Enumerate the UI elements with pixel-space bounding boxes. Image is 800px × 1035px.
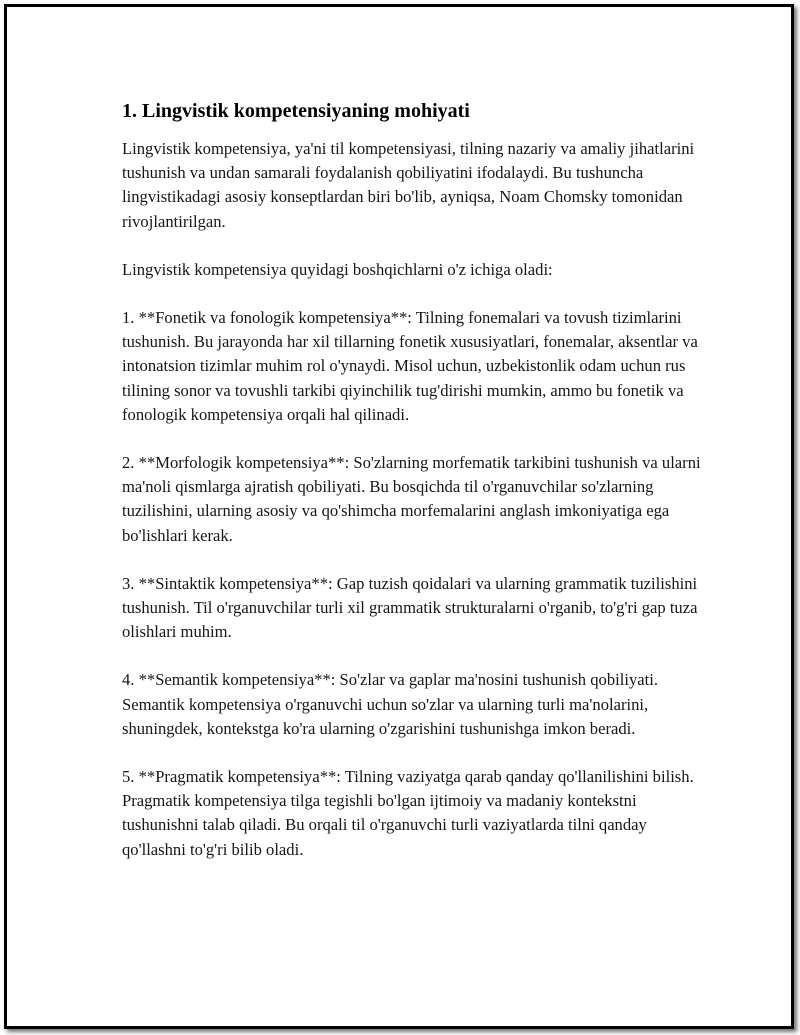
- semantic-competence-paragraph: 4. **Semantik kompetensiya**: So'zlar va gaplar ma'nosini tushunish qobiliyati. Semantik kompetensiya o'rganuvchi uchun so'zlar va ularning turli ma'nolarini, shuningdek, kontekstga ko'ra ularning o'zgarishini tushunishga imkon beradi.: [122, 670, 658, 738]
- intro-paragraph: Lingvistik kompetensiya, ya'ni til kompetensiyasi, tilning nazariy va amaliy jihatlarini tushunish va undan samarali foydalanish qobiliyatini ifodalaydi. Bu tushuncha lingvistikadagi asosiy konseptlardan biri bo'lib, ayniqsa, Noam Chomsky tomonidan rivojlantirilgan.: [122, 139, 695, 231]
- pragmatic-competence-paragraph: 5. **Pragmatik kompetensiya**: Tilning vaziyatga qarab qanday qo'llanilishini bilish. Pragmatik kompetensiya tilga tegishli bo'lgan ijtimoiy va madaniy kontekstni tushunishni talab qiladi. Bu orqali til o'rganuvchi turli vaziyatlarda tilni qanday qo'llashni to'g'ri bilib oladi.: [122, 767, 694, 859]
- section-heading: 1. Lingvistik kompetensiyaning mohiyati: [122, 100, 470, 122]
- document-page: [4, 4, 794, 1029]
- document-body: [122, 97, 702, 886]
- syntactic-competence-paragraph: 3. **Sintaktik kompetensiya**: Gap tuzish qoidalari va ularning grammatik tuzilishini tushunish. Til o'rganuvchilar turli xil grammatik strukturalarni o'rganib, to'g'ri gap tuza olishlari muhim.: [122, 573, 698, 642]
- phonetic-competence-paragraph: 1. **Fonetik va fonologik kompetensiya**: Tilning fonemalari va tovush tizimlarini tushunish. Bu jarayonda har xil tillarning fonetik xususiyatlari, fonemalar, aksentlar va intonatsion tizimlar muhim rol o'ynaydi. Misol uchun, uzbekistonlik odam uchun rus tilining sonor va tovushli tarkibi qiyinchilik tug'dirishi mumkin, ammo bu fonetik va fonologik kompetensiya orqali hal qilinadi.: [122, 308, 698, 424]
- list-intro-paragraph: Lingvistik kompetensiya quyidagi boshqichlarni o'z ichiga oladi:: [122, 259, 553, 279]
- morphological-competence-paragraph: 2. **Morfologik kompetensiya**: So'zlarning morfematik tarkibini tushunish va ularni ma'noli qismlarga ajratish qobiliyati. Bu bosqichda til o'rganuvchilar so'zlarning tuzilishini, ularning asosiy va qo'shimcha morfemalarini anglash imkoniyatiga ega bo'lishlari kerak.: [122, 453, 701, 545]
